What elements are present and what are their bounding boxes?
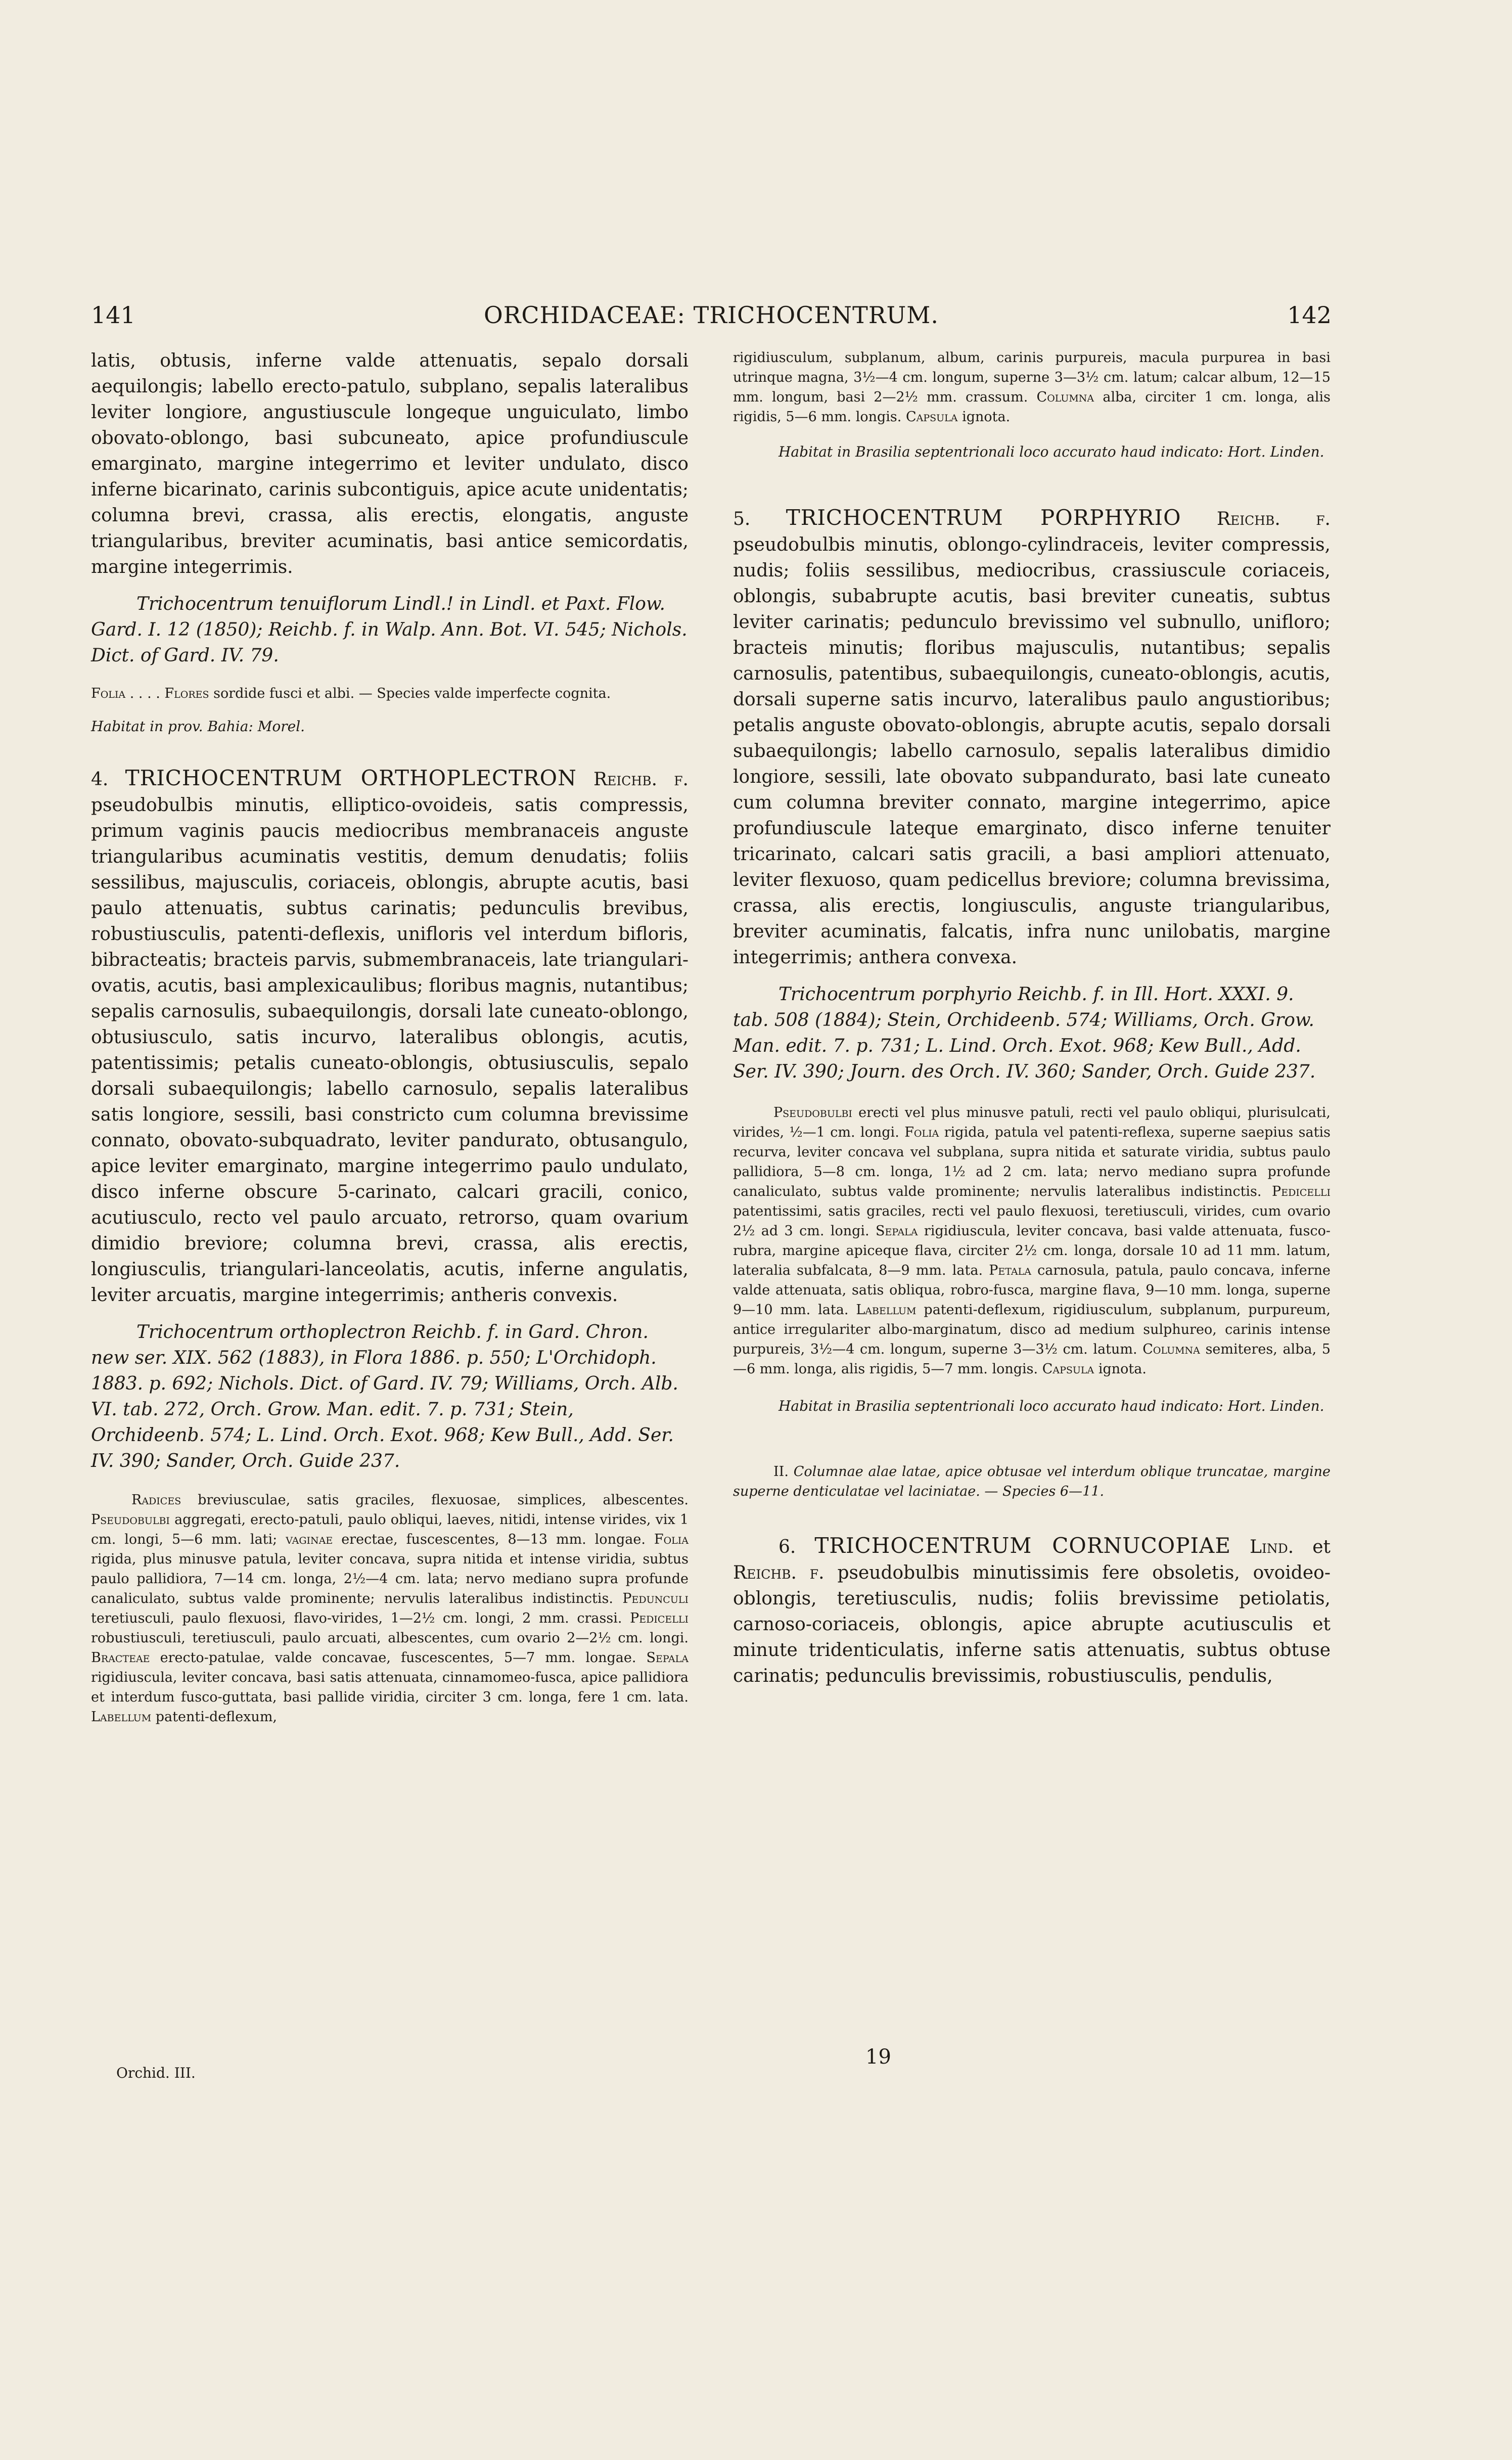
continued-labellum-description: [733, 348, 1331, 427]
species-6-author-2: Reichb. f.: [733, 1562, 824, 1583]
desc5-text: patentissimi, satis graciles, recti vel paulo flexuosi, teretiusculi, virides, cum ovario 2½ ad 3 cm. longi.: [733, 1203, 1331, 1239]
desc5-label: Labellum: [856, 1302, 917, 1318]
species-5-description: [733, 505, 1331, 970]
desc4-label: Radices: [131, 1492, 181, 1508]
species-6-author-1: Lind.: [1250, 1537, 1294, 1557]
species-4-text: pseudobulbis minutis, elliptico-ovoideis, satis compressis, primum vaginis paucis mediocribus membranaceis anguste triangularibus acuminatis vestitis, demum denudatis; foliis sessilibus, majusculis, coriaceis, oblongis, abrupte acutis, basi paulo attenuatis, subtus carinatis; pedunculis brevibus, robustiusculis, patenti-deflexis, unifloris vel interdum bifloris, bibracteatis; bracteis parvis, submembranaceis, late triangulari-ovatis, acutis, basi amplexicaulibus; floribus magnis, nutantibus; sepalis carnosulis, subaequilongis, dorsali late cuneato-oblongo, obtusiusculo, satis incurvo, lateralibus oblongis, acutis, patentissimis; petalis cuneato-oblongis, obtusiusculis, sepalo dorsali subaequilongis; labello carnosulo, sepalis lateralibus satis longiore, sessili, basi constricto cum columna brevissime connato, obovato-subquadrato, leviter pandurato, obtusangulo, apice leviter emarginato, margine integerrimo paulo undulato, disco inferne obscure 5-carinato, calcari gracili, conico, acutiusculo, recto vel paulo arcuato, retrorso, quam ovarium dimidio breviore; columna brevi, crassa, alis erectis, longiusculis, triangulari-lanceolatis, acutis, inferne angulatis, leviter arcuatis, margine integerrimis; antheris convexis.: [91, 795, 689, 1306]
desc4-text: robustiusculi, teretiusculi, paulo arcuati, albescentes, cum ovario 2—2½ cm. longi.: [91, 1630, 689, 1646]
desc5-label: Columna: [1142, 1341, 1200, 1357]
desc5-text: semiteres, alba, 5—6 mm. longa, alis rigidis, 5—7 mm. longis.: [733, 1341, 1331, 1377]
cont-text: rigidiusculum, subplanum, album, carinis purpureis, macula purpurea in basi utrinque magna, 3½—4 cm. longum, superne 3—3½ cm. latum; calcar album, 12—15 mm. longum, basi 2—2½ mm. crassum.: [733, 350, 1331, 405]
description-tenuiflorum: [91, 684, 689, 703]
section-heading: [733, 1462, 1331, 1501]
species-6-number: 6.: [778, 1537, 796, 1557]
cont-label-capsula: Capsula: [905, 409, 958, 425]
desc4-label: Pedunculi: [622, 1591, 689, 1606]
signature-mark: Orchid. III.: [116, 2065, 196, 2081]
desc4-text: erectae, fuscescentes, 8—13 mm. longae.: [341, 1532, 646, 1547]
desc5-text: carnosula, patula, paulo concava, inferne valde attenuata, satis obliqua, robro-fusca, margine flava, 9—10 mm. longa, superne 9—10 mm. lata.: [733, 1263, 1331, 1318]
species-5-name: TRICHOCENTRUM PORPHYRIO: [786, 505, 1181, 530]
habitat-orthoplectron: Habitat in Brasilia septentrionali loco accurato haud indicato: Hort. Linden.: [778, 443, 1324, 460]
species-5-number: 5.: [733, 509, 751, 529]
habitat-porphyrio: Habitat in Brasilia septentrionali loco accurato haud indicato: Hort. Linden.: [778, 1398, 1324, 1414]
page-number-right: 142: [1287, 301, 1332, 329]
desc5-label: Sepala: [876, 1223, 918, 1239]
page-number-left: 141: [91, 301, 135, 329]
species-5-author: Reichb. f.: [1216, 509, 1331, 529]
description-orthoplectron: [91, 1490, 689, 1727]
citation-tenuiflorum: Trichocentrum tenuiflorum Lindl.! in Lindl. et Paxt. Flow. Gard. I. 12 (1850); Reichb. f. in Walp. Ann. Bot. VI. 545; Nichols. Dict. of Gard. IV. 79.: [91, 594, 688, 666]
desc4-label: Labellum: [91, 1709, 152, 1725]
continued-description: latis, obtusis, inferne valde attenuatis, sepalo dorsali aequilongis; labello erecto-patulo, subplano, sepalis lateralibus leviter longiore, angustiuscule longeque unguiculato, limbo obovato-oblongo, basi subcuneato, apice profundiuscule emarginato, margine integerrimo et leviter undulato, disco inferne bicarinato, carinis subcontiguis, apice acute unidentatis; columna brevi, crassa, alis erectis, elongatis, anguste triangularibus, breviter acuminatis, basi antice semicordatis, margine integerrimis.: [91, 350, 689, 577]
citation-porphyrio: Trichocentrum porphyrio Reichb. f. in Ill. Hort. XXXI. 9. tab. 508 (1884); Stein, Orchideenb. 574; Williams, Orch. Grow. Man. edit. 7. p. 731; L. Lind. Orch. Exot. 968; Kew Bull., Add. Ser. IV. 390; Journ. des Orch. IV. 360; Sander, Orch. Guide 237.: [733, 984, 1316, 1082]
cont-label-columna: Columna: [1036, 389, 1094, 405]
desc5-text: rigidiuscula, leviter concava, basi valde attenuata, fusco-rubra, margine apiceque flava, circiter 2½ cm. longa, dorsale 10 ad 11 mm. latum, lateralia subfalcata, 8—9 mm. lata.: [733, 1223, 1331, 1278]
desc4-text: breviusculae, satis graciles, flexuosae, simplices, albescentes.: [198, 1492, 689, 1508]
cont-text-capsula: ignota.: [962, 409, 1011, 425]
desc4-text: rigida, plus minusve patula, leviter concava, supra nitida et intense viridia, subtus paulo pallidiora, 7—14 cm. longa, 2½—4 cm. lata; nervo mediano supra profunde canaliculato, subtus valde prominente; nervulis lateralibus indistinctis.: [91, 1551, 689, 1606]
citation-orthoplectron: Trichocentrum orthoplectron Reichb. f. in Gard. Chron. new ser. XIX. 562 (1883), in Flora 1886. p. 550; L'Orchidoph. 1883. p. 692; Nichols. Dict. of Gard. IV. 79; Williams, Orch. Alb. VI. tab. 272, Orch. Grow. Man. edit. 7. p. 731; Stein, Orchideenb. 574; L. Lind. Orch. Exot. 968; Kew Bull., Add. Ser. IV. 390; Sander, Orch. Guide 237.: [91, 1322, 678, 1471]
cont-text-columna: alba, circiter 1 cm. longa, alis rigidis, 5—6 mm. longis.: [733, 389, 1331, 425]
desc5-label: Capsula: [1042, 1361, 1094, 1377]
species-4-author: Reichb. f.: [593, 769, 689, 790]
desc4-label: Bracteae: [91, 1650, 150, 1666]
desc5-label: Folia: [904, 1125, 939, 1140]
desc-text: sordide fusci et albi. — Species valde imperfecte cognita.: [213, 686, 611, 701]
desc4-label: Folia: [654, 1532, 689, 1547]
desc4-text: aggregati, erecto-patuli, paulo obliqui, laeves, nitidi, intense virides, vix 1 cm. longi, 5—6 mm. lati;: [91, 1512, 689, 1547]
desc-label-folia: Folia . . . .: [91, 686, 160, 701]
signature-number: 19: [865, 2045, 891, 2069]
section-number: II.: [773, 1464, 789, 1480]
desc5-label: Pseudobulbi: [773, 1105, 852, 1121]
desc5-text: patenti-deflexum, rigidiusculum, subplanum, purpureum, antice irregulariter albo-marginatum, disco ad medium sulphureo, carinis intense purpureis, 3½—4 cm. longum, superne 3—3½ cm. latum.: [733, 1302, 1331, 1357]
section-text: Columnae alae latae, apice obtusae vel interdum oblique truncatae, margine superne denticulatae vel laciniatae. — Species 6—11.: [733, 1464, 1331, 1499]
desc4-label: Pseudobulbi: [91, 1512, 170, 1528]
species-5-text: pseudobulbis minutis, oblongo-cylindraceis, leviter compressis, nudis; foliis sessilibus, mediocribus, crassiuscule coriaceis, oblongis, subabrupte acutis, basi breviter cuneatis, subtus leviter carinatis; pedunculo brevissimo vel subnullo, unifloro; bracteis minutis; floribus majusculis, nutantibus; sepalis carnosulis, patentibus, subaequilongis, cuneato-oblongis, acutis, dorsali superne satis incurvo, lateralibus paulo angustioribus; petalis anguste obovato-oblongis, abrupte acutis, sepalo dorsali subaequilongis; labello carnosulo, sepalis lateralibus dimidio longiore, sessili, late obovato subpandurato, basi late cuneato cum columna breviter connato, margine integerrimo, apice profundiuscule lateque emarginato, disco inferne tenuiter tricarinato, calcari satis gracili, a basi ampliori attenuato, leviter flexuoso, quam pedicellus breviore; columna brevissima, crassa, alis erectis, longiusculis, anguste triangularibus, breviter acuminatis, falcatis, infra nunc unilobatis, margine integerrimis; anthera convexa.: [733, 534, 1331, 968]
habitat-tenuiflorum: Habitat in prov. Bahia: Morel.: [91, 718, 305, 735]
left-column: [91, 348, 689, 1727]
description-porphyrio: [733, 1103, 1331, 1379]
species-4-name: TRICHOCENTRUM ORTHOPLECTRON: [125, 766, 577, 790]
species-6-name: TRICHOCENTRUM CORNUCOPIAE: [814, 1533, 1231, 1558]
desc4-text: rigidiuscula, leviter concava, basi satis attenuata, cinnamomeo-fusca, apice pallidiora et interdum fusco-guttata, basi pallide viridia, circiter 3 cm. longa, fere 1 cm. lata.: [91, 1670, 689, 1705]
desc4-label: Pedicelli: [630, 1611, 689, 1626]
desc5-text: rigida, patula vel patenti-reflexa, superne saepius satis recurva, leviter concava vel subplana, supra nitida et saturate viridia, subtus paulo pallidiora, 5—8 cm. longa, 1½ ad 2 cm. lata; nervo mediano supra profunde canaliculato, subtus valde prominente; nervulis lateralibus indistinctis.: [733, 1125, 1331, 1199]
right-column: [733, 348, 1331, 1689]
desc5-text: ignota.: [1098, 1361, 1147, 1377]
desc5-text: erecti vel plus minusve patuli, recti vel paulo obliqui, plurisulcati, virides, ½—1 cm. longi.: [733, 1105, 1331, 1140]
desc4-text: erecto-patulae, valde concavae, fuscescentes, 5—7 mm. longae.: [160, 1650, 636, 1666]
desc4-label: vaginae: [286, 1532, 333, 1547]
desc4-text: teretiusculi, paulo flexuosi, flavo-virides, 1—2½ cm. longi, 2 mm. crassi.: [91, 1611, 622, 1626]
desc5-label: Pedicelli: [1272, 1184, 1331, 1199]
desc-label-flores: Flores: [164, 686, 209, 701]
species-4-number: 4.: [91, 769, 109, 790]
species-6-et: et: [1312, 1537, 1331, 1557]
running-title: ORCHIDACEAE: TRICHOCENTRUM.: [484, 301, 939, 329]
running-header: [91, 301, 1332, 332]
desc4-text: patenti-deflexum,: [155, 1709, 278, 1725]
desc5-label: Petala: [989, 1263, 1031, 1278]
desc4-label: Sepala: [646, 1650, 689, 1666]
species-6-text: pseudobulbis minutissimis fere obsoletis, ovoideo-oblongis, teretiusculis, nudis; foliis brevissime petiolatis, carnoso-coriaceis, oblongis, apice abrupte acutiusculis et minute tridenticulatis, inferne satis attenuatis, subtus obtuse carinatis; pedunculis brevissimis, robustiusculis, pendulis,: [733, 1562, 1331, 1686]
species-6-description: [733, 1533, 1331, 1689]
species-4-description: [91, 765, 689, 1308]
